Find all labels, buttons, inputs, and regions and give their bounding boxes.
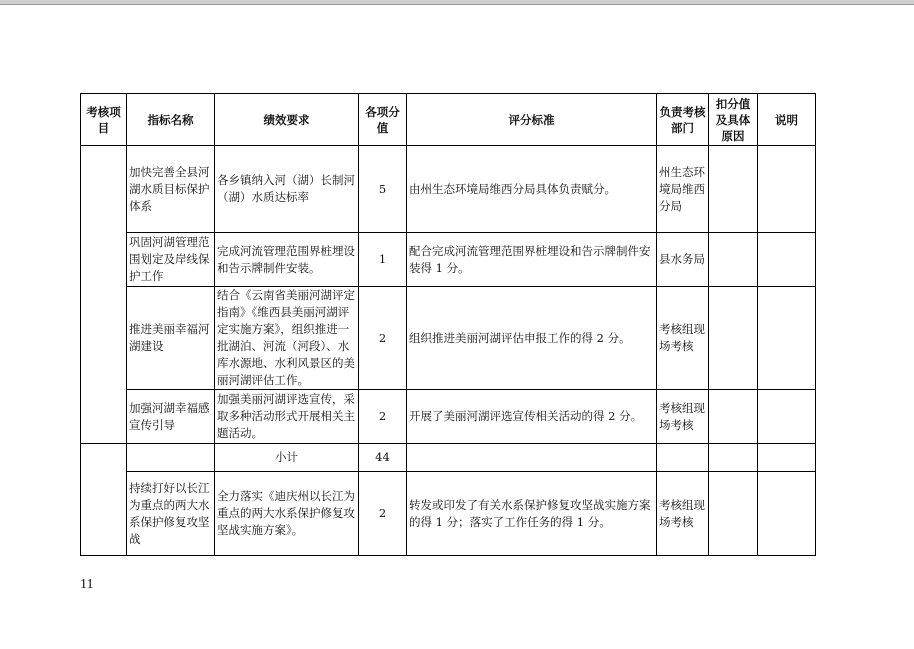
deduction-cell bbox=[709, 146, 758, 233]
deduction-cell bbox=[709, 233, 758, 287]
header-score: 各项分值 bbox=[359, 94, 407, 146]
dept-cell: 考核组现场考核 bbox=[657, 472, 709, 556]
table-row bbox=[81, 287, 816, 390]
requirement-cell: 完成河流管理范围界桩埋设和告示牌制件安装。 bbox=[215, 233, 359, 287]
requirement-cell: 各乡镇纳入河（湖）长制河（湖）水质达标率 bbox=[215, 146, 359, 233]
score-cell: 2 bbox=[359, 390, 407, 444]
category-cell bbox=[81, 444, 127, 556]
criteria-cell: 配合完成河流管理范围界桩埋设和告示牌制件安装得 1 分。 bbox=[407, 233, 657, 287]
note-cell bbox=[758, 287, 816, 390]
table-row bbox=[81, 390, 816, 444]
indicator-cell: 加强河湖幸福感宣传引导 bbox=[127, 390, 215, 444]
deduction-cell bbox=[709, 472, 758, 556]
header-note: 说明 bbox=[758, 94, 816, 146]
header-dept: 负责考核部门 bbox=[657, 94, 709, 146]
header-requirement: 绩效要求 bbox=[215, 94, 359, 146]
table-row bbox=[81, 233, 816, 287]
dept-cell: 考核组现场考核 bbox=[657, 287, 709, 390]
dept-cell: 州生态环境局维西分局 bbox=[657, 146, 709, 233]
assessment-table bbox=[80, 93, 816, 556]
deduction-cell bbox=[709, 287, 758, 390]
category-cell bbox=[81, 146, 127, 444]
criteria-cell: 转发或印发了有关水系保护修复攻坚战实施方案的得 1 分；落实了工作任务的得 1 分。 bbox=[407, 472, 657, 556]
dept-cell: 考核组现场考核 bbox=[657, 390, 709, 444]
note-cell bbox=[758, 472, 816, 556]
dept-cell: 县水务局 bbox=[657, 233, 709, 287]
indicator-cell: 推进美丽幸福河湖建设 bbox=[127, 287, 215, 390]
subtotal-label: 小计 bbox=[215, 444, 359, 472]
criteria-cell: 开展了美丽河湖评选宣传相关活动的得 2 分。 bbox=[407, 390, 657, 444]
requirement-cell: 结合《云南省美丽河湖评定指南》《维西县美丽河湖评定实施方案》，组织推进一批湖泊、河流（河段）、水库水源地、水利风景区的美丽河湖评估工作。 bbox=[215, 287, 359, 390]
subtotal-criteria-cell bbox=[407, 444, 657, 472]
requirement-cell: 全力落实《迪庆州以长江为重点的两大水系保护修复攻坚战实施方案》。 bbox=[215, 472, 359, 556]
top-rule bbox=[0, 4, 914, 5]
indicator-cell: 加快完善全县河湖水质目标保护体系 bbox=[127, 146, 215, 233]
header-row bbox=[81, 94, 816, 146]
subtotal-value: 44 bbox=[359, 444, 407, 472]
requirement-cell: 加强美丽河湖评选宣传，采取多种活动形式开展相关主题活动。 bbox=[215, 390, 359, 444]
header-criteria: 评分标准 bbox=[407, 94, 657, 146]
note-cell bbox=[758, 233, 816, 287]
subtotal-deduction-cell bbox=[709, 444, 758, 472]
deduction-cell bbox=[709, 390, 758, 444]
note-cell bbox=[758, 390, 816, 444]
indicator-cell: 持续打好以长江为重点的两大水系保护修复攻坚战 bbox=[127, 472, 215, 556]
subtotal-row bbox=[81, 444, 816, 472]
table-row bbox=[81, 472, 816, 556]
criteria-cell: 由州生态环境局维西分局具体负责赋分。 bbox=[407, 146, 657, 233]
score-cell: 1 bbox=[359, 233, 407, 287]
score-cell: 2 bbox=[359, 287, 407, 390]
note-cell bbox=[758, 146, 816, 233]
header-deduction: 扣分值及具体原因 bbox=[709, 94, 758, 146]
score-cell: 5 bbox=[359, 146, 407, 233]
header-indicator: 指标名称 bbox=[127, 94, 215, 146]
subtotal-blank-cell bbox=[127, 444, 215, 472]
indicator-cell: 巩固河湖管理范围划定及岸线保护工作 bbox=[127, 233, 215, 287]
page-number: 11 bbox=[80, 577, 94, 592]
subtotal-dept-cell bbox=[657, 444, 709, 472]
header-category: 考核项目 bbox=[81, 94, 127, 146]
table-row bbox=[81, 146, 816, 233]
criteria-cell: 组织推进美丽河湖评估申报工作的得 2 分。 bbox=[407, 287, 657, 390]
score-cell: 2 bbox=[359, 472, 407, 556]
subtotal-note-cell bbox=[758, 444, 816, 472]
